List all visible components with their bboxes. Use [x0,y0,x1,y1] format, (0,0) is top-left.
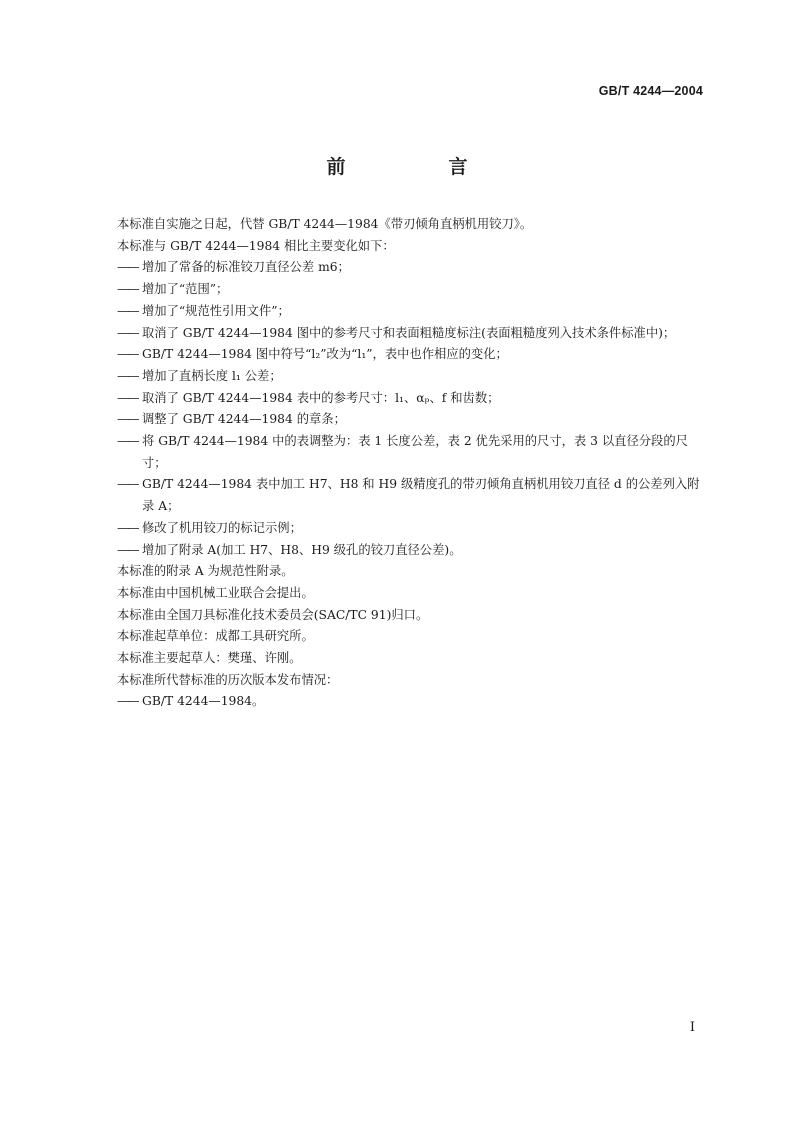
dash-marker: —— [117,477,138,492]
dash-marker: —— [117,282,138,297]
list-item [117,691,707,713]
dash-marker: —— [117,520,138,535]
list-item-text: 增加了“规范性引用文件”； [142,303,290,318]
list-item [117,366,707,388]
list-item-text: 增加了附录 A(加工 H7、H8、H9 级孔的铰刀直径公差)。 [142,542,462,557]
list-item [117,257,707,279]
dash-marker: —— [117,542,138,557]
list-item-text: GB/T 4244—1984 表中加工 H7、H8 和 H9 级精度孔的带刃倾角直柄机用铰刀直径 d 的公差列入附录 A； [142,477,700,514]
paragraph: 本标准自实施之日起，代替 GB/T 4244—1984《带刃倾角直柄机用铰刀》。 [117,217,533,231]
list-item [117,431,707,474]
list-item-text: 取消了 GB/T 4244—1984 表中的参考尺寸：l₁、αₚ、f 和齿数； [142,390,500,405]
list-item-text: 增加了直柄长度 l₁ 公差； [142,368,282,383]
list-item [117,388,707,410]
list-item-text: 取消了 GB/T 4244—1984 图中的参考尺寸和表面粗糙度标注(表面粗糙度列入技术条件标准中)； [142,325,676,340]
paragraph: 本标准的附录 A 为规范性附录。 [117,564,294,579]
paragraph: 本标准与 GB/T 4244—1984 相比主要变化如下： [117,238,395,253]
dash-marker: —— [117,260,138,275]
dash-marker: —— [117,694,138,709]
list-item-text: 调整了 GB/T 4244—1984 的章条； [142,412,346,427]
list-item [117,344,707,366]
page-title: 前 言 [326,156,510,178]
list-item-text: 增加了“范围”； [142,282,229,297]
dash-marker: —— [117,390,138,405]
preface-body [117,214,707,713]
list-item [117,301,707,323]
dash-marker: —— [117,325,138,340]
paragraph: 本标准所代替标准的历次版本发布情况： [117,672,339,687]
list-item-text: 将 GB/T 4244—1984 中的表调整为：表 1 长度公差，表 2 优先采用的尺寸，表 3 以直径分段的尺寸； [142,434,688,470]
paragraph: 本标准由中国机械工业联合会提出。 [117,585,314,600]
dash-marker: —— [117,434,138,449]
standard-code: GB/T 4244—2004 [598,84,703,98]
list-item-text: 修改了机用铰刀的标记示例； [142,520,302,535]
list-item-text: GB/T 4244—1984。 [142,694,265,709]
paragraph: 本标准主要起草人：樊瑾、许刚。 [117,651,302,666]
paragraph: 本标准起草单位：成都工具研究所。 [117,629,314,644]
dash-marker: —— [117,368,138,383]
list-item-text: GB/T 4244—1984 图中符号“l₂”改为“l₁”，表中也作相应的变化； [142,347,508,362]
dash-marker: —— [117,303,138,318]
dash-marker: —— [117,347,138,362]
list-item-text: 增加了常备的标准铰刀直径公差 m6； [142,260,350,275]
list-item [117,323,707,345]
paragraph: 本标准由全国刀具标准化技术委员会(SAC/TC 91)归口。 [117,607,429,622]
list-item [117,409,707,431]
dash-marker: —— [117,412,138,427]
list-item [117,474,707,517]
page-number: I [689,1020,695,1035]
list-item [117,518,707,540]
list-item [117,540,707,562]
list-item [117,279,707,301]
